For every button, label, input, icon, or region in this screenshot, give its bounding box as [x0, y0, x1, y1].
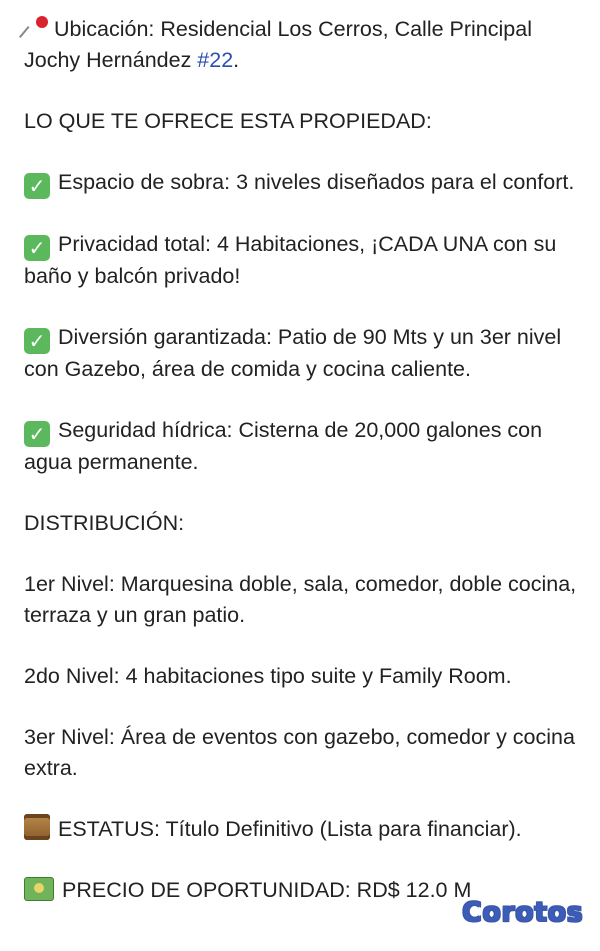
price-line: PRECIO DE OPORTUNIDAD: RD$ 12.0 M: [24, 875, 590, 906]
check-mark-icon: ✓: [24, 235, 50, 261]
level-item: 2do Nivel: 4 habitaciones tipo suite y Family Room.: [24, 664, 512, 688]
check-mark-icon: ✓: [24, 173, 50, 199]
feature-item: ✓ Diversión garantizada: Patio de 90 Mts y un 3er nivel con Gazebo, área de comida y cocina caliente.: [24, 325, 562, 381]
level-item: 1er Nivel: Marquesina doble, sala, comedor, doble cocina, terraza y un gran patio.: [24, 572, 577, 627]
location-line: Ubicación: Residencial Los Cerros, Calle Principal Jochy Hernández #22.: [24, 14, 590, 76]
distribution-heading: DISTRIBUCIÓN:: [24, 511, 185, 535]
location-text: Ubicación: Residencial Los Cerros, Calle Principal Jochy Hernández: [24, 17, 532, 72]
offer-heading: LO QUE TE OFRECE ESTA PROPIEDAD:: [24, 109, 432, 133]
money-icon: [24, 877, 54, 901]
feature-item: ✓ Espacio de sobra: 3 niveles diseñados para el confort.: [24, 167, 590, 199]
feature-item: ✓ Seguridad hídrica: Cisterna de 20,000 galones con agua permanente.: [24, 418, 543, 474]
scroll-icon: [24, 814, 50, 840]
listing-description: [24, 14, 590, 936]
hashtag-link[interactable]: #22: [197, 48, 234, 72]
check-mark-icon: ✓: [24, 421, 50, 447]
corotos-watermark-logo: Corotos: [462, 897, 584, 928]
pushpin-icon: [24, 14, 50, 40]
check-mark-icon: ✓: [24, 328, 50, 354]
feature-item: ✓ Privacidad total: 4 Habitaciones, ¡CADA UNA con su baño y balcón privado!: [24, 232, 557, 288]
status-line: ESTATUS: Título Definitivo (Lista para financiar).: [24, 814, 590, 845]
level-item: 3er Nivel: Área de eventos con gazebo, comedor y cocina extra.: [24, 725, 575, 780]
